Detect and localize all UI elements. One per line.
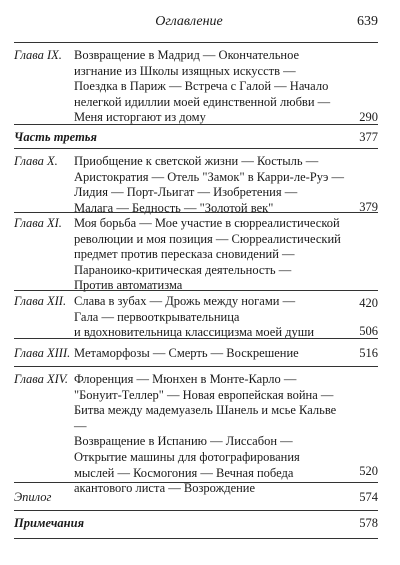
toc-entry-epilogue	[0, 490, 378, 506]
divider	[14, 212, 378, 213]
entry-page: 506	[359, 324, 378, 338]
running-head	[0, 14, 378, 34]
entry-text: Возвращение в Мадрид — Окончательное изгнание из Школы изящных искусств — Поездка в Париж — Встреча с Галой — Начало нелегкой идиллии моей единственной любви — Меня исторгают из дому	[74, 48, 331, 125]
entry-label: Часть третья	[14, 130, 97, 144]
divider	[14, 510, 378, 511]
entry-page: 578	[359, 516, 378, 530]
entry-text: Флоренция — Мюнхен в Монте-Карло — "Бонуит-Теллер" — Новая европейская война — Битва между мадемуазель Шанель и мсье Кальве — Возвращение в Испанию — Лиссабон — Открытие машины для фотографирования мыслей — Космогония — Вечная победа акантового листа — Возрождение	[74, 372, 337, 496]
divider	[14, 124, 378, 125]
divider	[14, 538, 378, 539]
entry-page: 520	[359, 464, 378, 478]
toc-entry-chapter-9	[0, 48, 378, 128]
entry-label: Глава XI.	[14, 216, 62, 230]
page-number: 639	[357, 14, 378, 29]
divider	[14, 482, 378, 483]
entry-page: 290	[359, 110, 378, 124]
entry-text: Слава в зубах — Дрожь между ногами — Гала — первооткрывательница и вдохновительница классицизма моей души	[74, 294, 315, 340]
divider	[14, 366, 378, 367]
divider	[14, 148, 378, 149]
divider	[14, 290, 378, 291]
entry-text: Метаморфозы — Смерть — Воскрешение	[74, 346, 299, 360]
entry-text: Приобщение к светской жизни — Костыль — Аристократия — Отель "Замок" в Карри-ле-Руэ — Лидия — Порт-Льигат — Изобретения — Малага — Бедность — "Золотой век"	[74, 154, 344, 215]
toc-entry-chapter-14	[0, 372, 378, 496]
entry-label: Глава XIII.	[14, 346, 71, 360]
entry-label: Глава IX.	[14, 48, 62, 62]
divider	[14, 42, 378, 43]
entry-label: Эпилог	[14, 490, 52, 504]
entry-label: Примечания	[14, 516, 85, 530]
toc-entry-chapter-12	[0, 294, 378, 342]
toc-entry-chapter-13	[0, 346, 378, 362]
entry-page: 574	[359, 490, 378, 504]
entry-label: Глава X.	[14, 154, 58, 168]
entry-page: 377	[359, 130, 378, 144]
running-title: Оглавление	[155, 14, 223, 29]
toc-entry-part-3	[0, 130, 378, 146]
entry-label: Глава XII.	[14, 294, 67, 308]
divider	[14, 338, 378, 339]
toc-entry-chapter-10	[0, 154, 378, 218]
toc-entry-notes	[0, 516, 378, 532]
entry-label: Глава XIV.	[14, 372, 68, 386]
entry-page: 516	[359, 346, 378, 360]
entry-page: 420	[359, 296, 378, 310]
entry-text: Моя борьба — Мое участие в сюрреалистической революции и моя позиция — Сюрреалистический предмет против пересказа сновидений — Параноико-критическая деятельность — Против автоматизма	[74, 216, 341, 293]
entry-page: 379	[359, 200, 378, 214]
